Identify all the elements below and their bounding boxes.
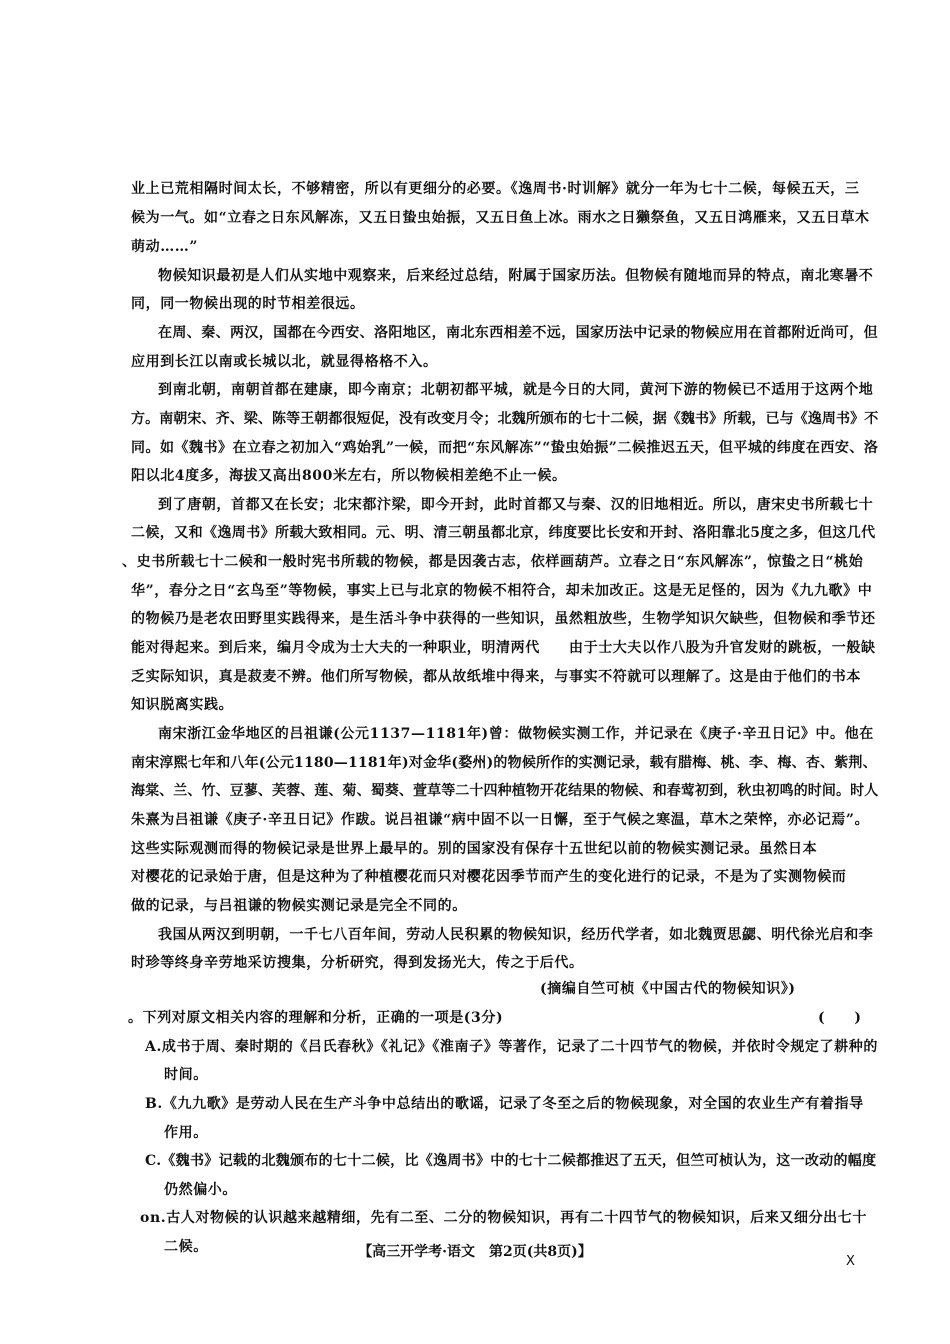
option-d: on.古人对物候的认识越来越精细，先有二至、二分的物候知识，再有二十四节气的物候知识，后来又细分出七十 <box>140 1210 867 1226</box>
text-line: 海棠、兰、竹、豆蓼、芙蓉、莲、菊、蜀葵、萱草等二十四种植物开花结果的物候、和春莺初到，秋虫初鸣的时间。时人 <box>131 783 879 799</box>
text-line: 朱熹为吕祖谦《庚子·辛丑日记》作跋。说吕祖谦“病中固不以一日懈，至于气候之寒温，草木之荣悴，亦必记焉”。 <box>131 812 870 828</box>
corner-mark: X <box>846 1254 855 1269</box>
page-footer: 【高三开学考·语文 第2页(共8页)】 <box>358 1244 592 1260</box>
text-line: 阳以北4度多，海拔又高出800米左右，所以物候相差绝不止一候。 <box>131 468 567 484</box>
question-stem: 。下列对原文相关内容的理解和分析，正确的一项是(3分) <box>128 1010 504 1026</box>
text-line: 对樱花的记录始于唐，但是这种为了种植樱花而只对樱花因季节而产生的变化进行的记录，不是为了实测物候而 <box>131 869 847 885</box>
text-line: 候为一气。如“立春之日东风解冻，又五日蛰虫始振，又五日鱼上冰。雨水之日獭祭鱼，又五日鸿雁来，又五日草木 <box>131 210 870 226</box>
option-d-cont: 二候。 <box>164 1239 208 1255</box>
text-line: 到了唐朝，首都又在长安；北宋都汴梁，即今开封，此时首都又与秦、汉的旧地相近。所以，唐宋史书所载七十 <box>158 497 874 513</box>
text-line: 在周、秦、两汉，国都在今西安、洛阳地区，南北东西相差不远，国家历法中记录的物候应用在首都附近尚可，但 <box>158 325 878 341</box>
text-line: 同。如《魏书》在立春之初加入“鸡始乳”一候，而把“东风解冻”“蛰虫始振”二候推迟五天，但平城的纬度在西安、洛 <box>131 440 879 456</box>
text-line: 二候，又和《逸周书》所载大致相同。元、明、清三朝虽都北京，纬度要比长安和开封、洛阳靠北5度之多，但这几代 <box>131 525 876 541</box>
text-line: 方。南朝宋、齐、梁、陈等王朝都很短促，没有改变月令；北魏所颁布的七十二候，据《魏书》所载，已与《逸周书》不 <box>131 411 879 427</box>
text-line: 同，同一物候出现的时节相差很远。 <box>131 296 365 312</box>
text-line: 这些实际观测而得的物候记录是世界上最早的。别的国家没有保存十五世纪以前的物候实测记录。虽然日本 <box>131 841 818 857</box>
option-a: A.成书于周、秦时期的《吕氏春秋》《礼记》《淮南子》等著作，记录了二十四节气的物候，并依时令规定了耕种的 <box>145 1039 878 1055</box>
text-line: 业上已荒相隔时间太长，不够精密，所以有更细分的必要。《逸周书·时训解》就分一年为七十二候，每候五天，三 <box>131 181 860 197</box>
text-line: 的物候乃是老农田野里实践得来，是生活斗争中获得的一些知识，虽然粗放些，生物学知识欠缺些，但物候和季节还 <box>131 611 876 627</box>
option-a-cont: 时间。 <box>164 1067 208 1083</box>
text-line: 能对得起来。到后来，编月令成为士大夫的一种职业，明清两代 由于士大夫以作八股为升官发财的跳板，一般缺 <box>131 640 876 656</box>
option-b-cont: 作用。 <box>164 1125 208 1141</box>
text-line: 、史书所载七十二候和一般时宪书所载的物候，都是因袭古志，依样画葫芦。立春之日“东风解冻”，惊蛰之日“桃始 <box>122 554 864 570</box>
option-c: C.《魏书》记载的北魏颁布的七十二候，比《逸周书》中的七十二候都推迟了五天，但竺可桢认为，这一改动的幅度 <box>145 1153 877 1169</box>
text-line: 乏实际知识，真是菽麦不辨。他们所写物候，都从故纸堆中得来，与事实不符就可以理解了。这是由于他们的书本 <box>131 669 861 685</box>
text-line: 萌动……” <box>131 239 199 255</box>
text-line: 时珍等终身辛劳地采访搜集，分析研究，得到发扬光大，传之于后代。 <box>131 955 584 971</box>
text-line: 知识脱离实践。 <box>131 697 234 713</box>
text-line: 物候知识最初是人们从实地中观察来，后来经过总结，附属于国家历法。但物候有随地而异的特点，南北寒暑不 <box>158 268 874 284</box>
answer-bracket: ( ) <box>818 1010 862 1026</box>
text-line: 南宋淳熙七年和八年(公元1180—1181年)对金华(婺州)的物候所作的实测记录，载有腊梅、桃、李、梅、杏、紫荆、 <box>131 755 877 771</box>
text-line: 华”，春分之日“玄鸟至”等物候，事实上已与北京的物候不相符合，却未加改正。这是无足怪的，因为《九九歌》中 <box>131 583 873 599</box>
text-line: 应用到长江以南或长城以北，就显得格格不入。 <box>131 354 438 370</box>
text-line: 我国从两汉到明朝，一千七八百年间，劳动人民积累的物候知识，经历代学者，如北魏贾思勰、明代徐光启和李 <box>158 927 874 943</box>
source-citation: (摘编自竺可桢《中国古代的物候知识》) <box>540 981 796 997</box>
text-line: 南宋浙江金华地区的吕祖谦(公元1137—1181年)曾：做物候实测工作，并记录在《庚子·辛丑日记》中。他在 <box>158 726 874 742</box>
text-line: 做的记录，与吕祖谦的物候实测记录是完全不同的。 <box>131 898 467 914</box>
option-c-cont: 仍然偏小。 <box>164 1182 237 1198</box>
option-b: B.《九九歌》是劳动人民在生产斗争中总结出的歌谣，记录了冬至之后的物候现象，对全国的农业生产有着指导 <box>145 1096 864 1112</box>
text-line: 到南北朝，南朝首都在建康，即今南京；北朝初都平城，就是今日的大同，黄河下游的物候已不适用于这两个地 <box>158 382 874 398</box>
